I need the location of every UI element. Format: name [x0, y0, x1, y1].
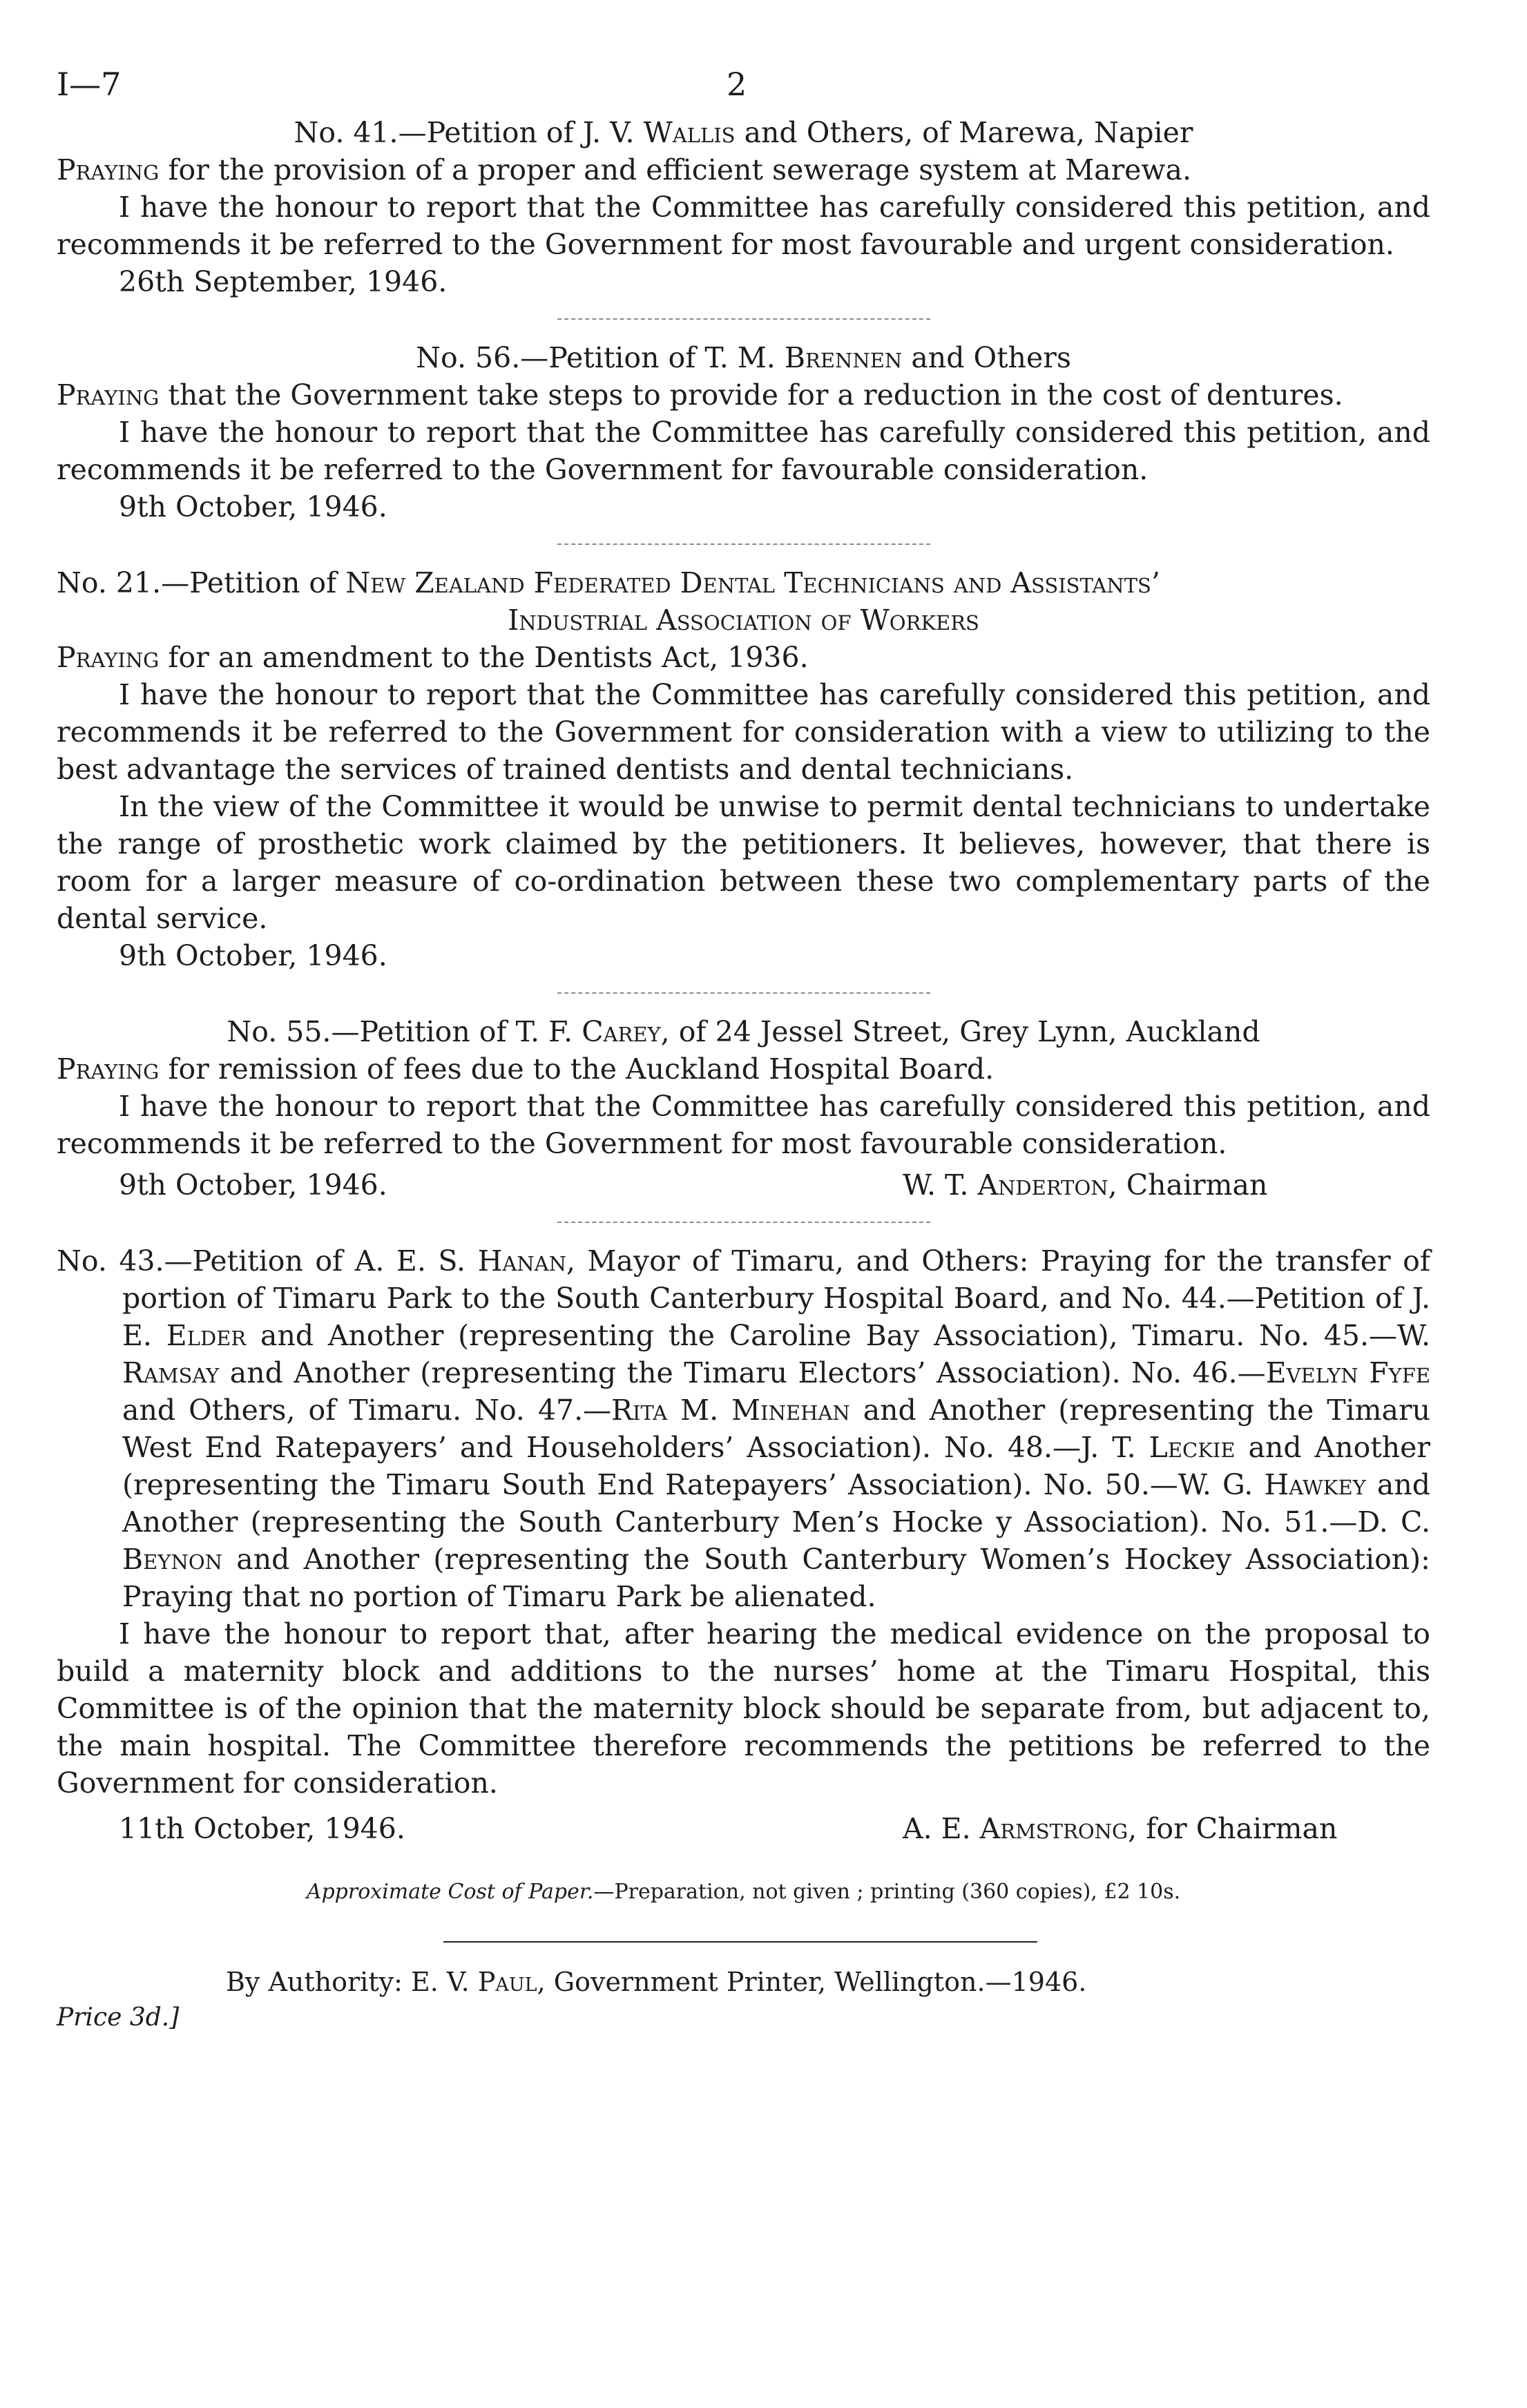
petition-text: and Another (representing the Timaru West End Ratepayers’ and Householders’ Association). No. 48.—J. T.	[122, 1394, 1430, 1464]
petition-text: and Another (representing the Timaru Electors’ Association). No. 46.—	[219, 1356, 1266, 1389]
signature: W. T. Anderton, Chairman	[903, 1168, 1268, 1202]
petition-text: and Another (representing the South Canterbury Men’s Hocke y Association). No. 51.—D. C.	[122, 1468, 1430, 1539]
petition-41	[57, 114, 1430, 300]
date-signature-row	[57, 1810, 1430, 1847]
report-text-2: In the view of the Committee it would be unwise to permit dental technicians to undertake the range of prosthetic work claimed by the petitioners. It believes, however, that there is room for a larger measure of co-ordination between these two complementary parts of the dental service.	[57, 790, 1430, 935]
petition-text: and Another (representing the South Canterbury Women’s Hockey Association): Praying that no portion of Timaru Park be alienated.	[122, 1543, 1430, 1613]
report-date: 26th September, 1946.	[119, 265, 448, 298]
petitioner-name: Leckie	[1149, 1431, 1236, 1464]
petition-56	[57, 339, 1430, 526]
report-text: I have the honour to report that, after hearing the medical evidence on the proposal to build a maternity block and additions to the nurses’ home at the Timaru Hospital, this Committee is of the opinion that the maternity block should be separate from, but adjacent to, the main hospital. The Committee therefore recommends the petitions be referred to the Government for consideration.	[57, 1617, 1430, 1800]
report-text: I have the honour to report that the Committee has carefully considered this petition, and recommends it be referred to the Government for favourable consideration.	[57, 416, 1430, 486]
petition-text: , Mayor of Timaru, and Others: Praying for the transfer of portion of Timaru Park to the South Canterbury Hospital Board, and No. 44.—Petition of J. E.	[122, 1244, 1430, 1352]
petition-title-line2: Industrial Association of Workers	[508, 604, 979, 637]
paper-reference: I—7	[57, 66, 122, 103]
cost-note: Approximate Cost of Paper.—Preparation, not given ; printing (360 copies), £2 10s.	[306, 1880, 1181, 1904]
petition-timaru	[57, 1242, 1430, 1847]
report-date: 9th October, 1946.	[119, 1168, 387, 1202]
price: Price 3d.]	[57, 2003, 180, 2032]
petition-text: and Others, of Timaru. No. 47.—	[122, 1394, 612, 1427]
report-text: I have the honour to report that the Committee has carefully considered this petition, and recommends it be referred to the Government for most favourable consideration.	[57, 1090, 1430, 1160]
petition-list-heading	[57, 1242, 1430, 1615]
praying-clause: Praying for remission of fees due to the Auckland Hospital Board.	[57, 1052, 995, 1086]
page-header	[57, 66, 1430, 114]
petition-55	[57, 1013, 1430, 1204]
petitioner-name: Evelyn Fyfe	[1265, 1356, 1430, 1389]
praying-clause: Praying for the provision of a proper and efficient sewerage system at Marewa.	[57, 153, 1192, 186]
petition-text: and Another (representing the Caroline Bay Association), Timaru. No. 45.—W.	[246, 1319, 1430, 1352]
petitioner-name: Elder	[166, 1319, 247, 1352]
petition-title: No. 55.—Petition of T. F. Carey, of 24 Jessel Street, Grey Lynn, Auckland	[227, 1015, 1260, 1048]
petition-text: and Another (representing the Timaru South End Ratepayers’ Association). No. 50.—W. G.	[122, 1431, 1430, 1501]
authority-line: By Authority: E. V. Paul, Government Printer, Wellington.—1946.	[226, 1967, 1087, 1997]
report-date: 11th October, 1946.	[119, 1812, 405, 1845]
report-date: 9th October, 1946.	[119, 939, 387, 972]
section-divider	[557, 543, 930, 545]
praying-clause: Praying for an amendment to the Dentists Act, 1936.	[57, 641, 809, 674]
petitioner-name: Beynon	[122, 1543, 222, 1576]
petition-title: No. 41.—Petition of J. V. Wallis and Others, of Marewa, Napier	[294, 116, 1193, 149]
petition-title: No. 56.—Petition of T. M. Brennen and Others	[416, 341, 1071, 374]
report-date: 9th October, 1946.	[119, 490, 387, 523]
imprint-footer	[57, 1943, 1430, 2032]
section-divider	[557, 318, 930, 320]
petitioner-name: Hawkey	[1264, 1468, 1366, 1501]
report-text: I have the honour to report that the Committee has carefully considered this petition, and recommends it be referred to the Government for consideration with a view to utilizing to the best advantage the services of trained dentists and dental technicians.	[57, 678, 1430, 786]
petitioner-name: Hanan	[477, 1244, 566, 1278]
petitioner-name: Ramsay	[122, 1356, 220, 1389]
report-text: I have the honour to report that the Committee has carefully considered this petition, and recommends it be referred to the Government for most favourable and urgent consideration.	[57, 191, 1430, 261]
section-divider	[557, 1222, 930, 1223]
signature: A. E. Armstrong, for Chairman	[903, 1812, 1338, 1845]
section-divider	[557, 992, 930, 994]
page-number: 2	[727, 66, 747, 103]
praying-clause: Praying that the Government take steps to provide for a reduction in the cost of dentures.	[57, 378, 1343, 412]
petition-text: No. 43.—Petition of A. E. S.	[57, 1244, 478, 1278]
date-signature-row	[57, 1166, 1430, 1204]
petition-title: No. 21.—Petition of New Zealand Federated Dental Technicians and Assistants’	[57, 566, 1160, 599]
petitioner-name: Rita M. Minehan	[611, 1394, 850, 1427]
petition-21	[57, 564, 1430, 974]
